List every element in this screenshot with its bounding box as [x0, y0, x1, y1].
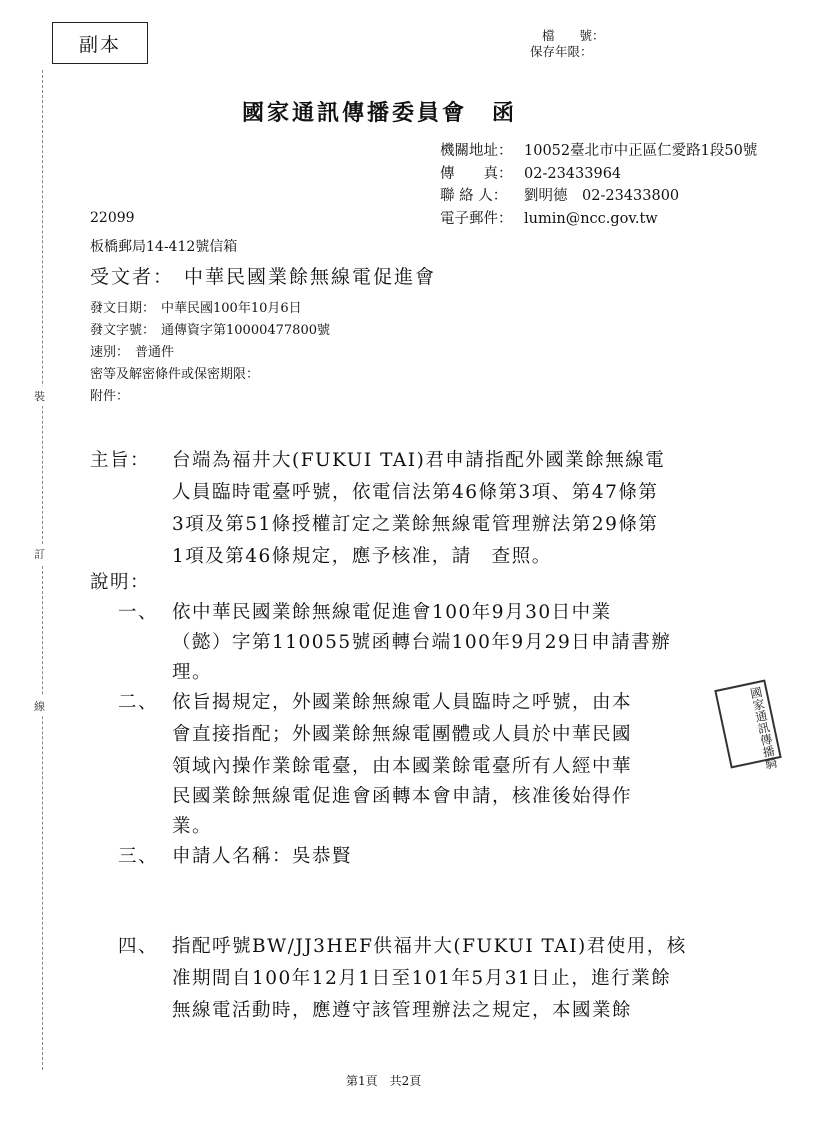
- reference-value: 通傳資字第10000477800號: [161, 323, 330, 338]
- item-line: 依中華民國業餘無線電促進會100年9月30日中業: [172, 602, 612, 623]
- item-line: 民國業餘無線電促進會函轉本會申請，核准後始得作: [172, 786, 633, 807]
- email-row: [440, 208, 757, 231]
- item-number: 四、: [118, 936, 159, 957]
- speed-row: [90, 342, 330, 364]
- reference-row: [90, 320, 330, 342]
- document-title: 國家通訊傳播委員會 函: [242, 100, 518, 126]
- recipient-value: 中華民國業餘無線電促進會: [184, 266, 437, 288]
- file-number-label: 檔 號：: [542, 28, 605, 43]
- postal-code: 22099: [90, 210, 135, 226]
- item-line: （懿）字第110055號函轉台端100年9月29日申請書辦: [172, 632, 672, 653]
- item-number: 二、: [118, 692, 159, 713]
- binding-mark-1: 裝: [34, 386, 45, 406]
- binding-mark-2: 訂: [34, 544, 45, 564]
- copy-label-box: 副本: [52, 22, 148, 64]
- email-value: lumin@ncc.gov.tw: [524, 210, 658, 227]
- speed-value: 普通件: [135, 345, 175, 360]
- fax-value: 02-23433964: [524, 165, 622, 182]
- email-label: 電子郵件：: [440, 210, 513, 227]
- contact-person-value: 劉明德 02-23433800: [524, 188, 680, 204]
- item-line: 業。: [172, 816, 213, 837]
- address-value: 10052臺北市中正區仁愛路1段50號: [524, 143, 758, 159]
- item-number: 三、: [118, 846, 159, 867]
- item-line: 准期間自100年12月1日至101年5月31日止，進行業餘: [172, 968, 672, 989]
- item-line: 會直接指配；外國業餘無線電團體或人員於中華民國: [172, 724, 633, 745]
- fax-label: 傳 真：: [440, 165, 513, 182]
- subject-line: 台端為福井大(FUKUI TAI)君申請指配外國業餘無線電: [172, 450, 666, 471]
- secrecy-row: [90, 364, 330, 386]
- explanation-label: 說明：: [90, 572, 151, 593]
- issue-date-row: [90, 298, 330, 320]
- issue-date-label: 發文日期：: [90, 301, 156, 316]
- attachment-row: [90, 386, 330, 408]
- meta-block: [90, 298, 330, 408]
- official-stamp: 國家通訊傳播騎: [714, 679, 781, 768]
- contact-person-label: 聯 絡 人：: [440, 188, 508, 204]
- subject-line: 1項及第46條規定，應予核准，請 查照。: [172, 546, 552, 567]
- recipient-label: 受文者：: [90, 266, 175, 288]
- recipient-row: [90, 262, 436, 289]
- item-line: 申請人名稱：吳恭賢: [172, 846, 353, 867]
- reference-label: 發文字號：: [90, 323, 156, 338]
- item-line: 指配呼號BW/JJ3HEF供福井大(FUKUI TAI)君使用，核: [172, 936, 687, 957]
- mailbox: 板橋郵局14-412號信箱: [90, 239, 238, 255]
- contact-person-row: [440, 185, 757, 208]
- binding-mark-3: 線: [34, 696, 45, 716]
- subject-line: 人員臨時電臺呼號，依電信法第46條第3項、第47條第: [172, 482, 659, 503]
- item-line: 領域內操作業餘電臺，由本國業餘電臺所有人經中華: [172, 756, 633, 777]
- attachment-label: 附件：: [90, 389, 130, 404]
- retention-label: 保存年限：: [530, 44, 593, 59]
- page-number: 第1頁 共2頁: [346, 1074, 422, 1088]
- address-row: [440, 140, 757, 163]
- item-line: 依旨揭規定，外國業餘無線電人員臨時之呼號，由本: [172, 692, 633, 713]
- subject-line: 3項及第51條授權訂定之業餘無線電管理辦法第29條第: [172, 514, 659, 535]
- item-line: 無線電活動時，應遵守該管理辦法之規定，本國業餘: [172, 1000, 633, 1021]
- secrecy-label: 密等及解密條件或保密期限：: [90, 367, 260, 382]
- contact-block: [440, 140, 757, 230]
- subject-label: 主旨：: [90, 450, 151, 471]
- issue-date-value: 中華民國100年10月6日: [161, 301, 302, 316]
- item-number: 一、: [118, 602, 159, 623]
- fax-row: [440, 163, 757, 186]
- address-label: 機關地址：: [440, 143, 513, 159]
- speed-label: 速別：: [90, 345, 130, 360]
- binding-line: [42, 70, 43, 1070]
- item-line: 理。: [172, 662, 213, 683]
